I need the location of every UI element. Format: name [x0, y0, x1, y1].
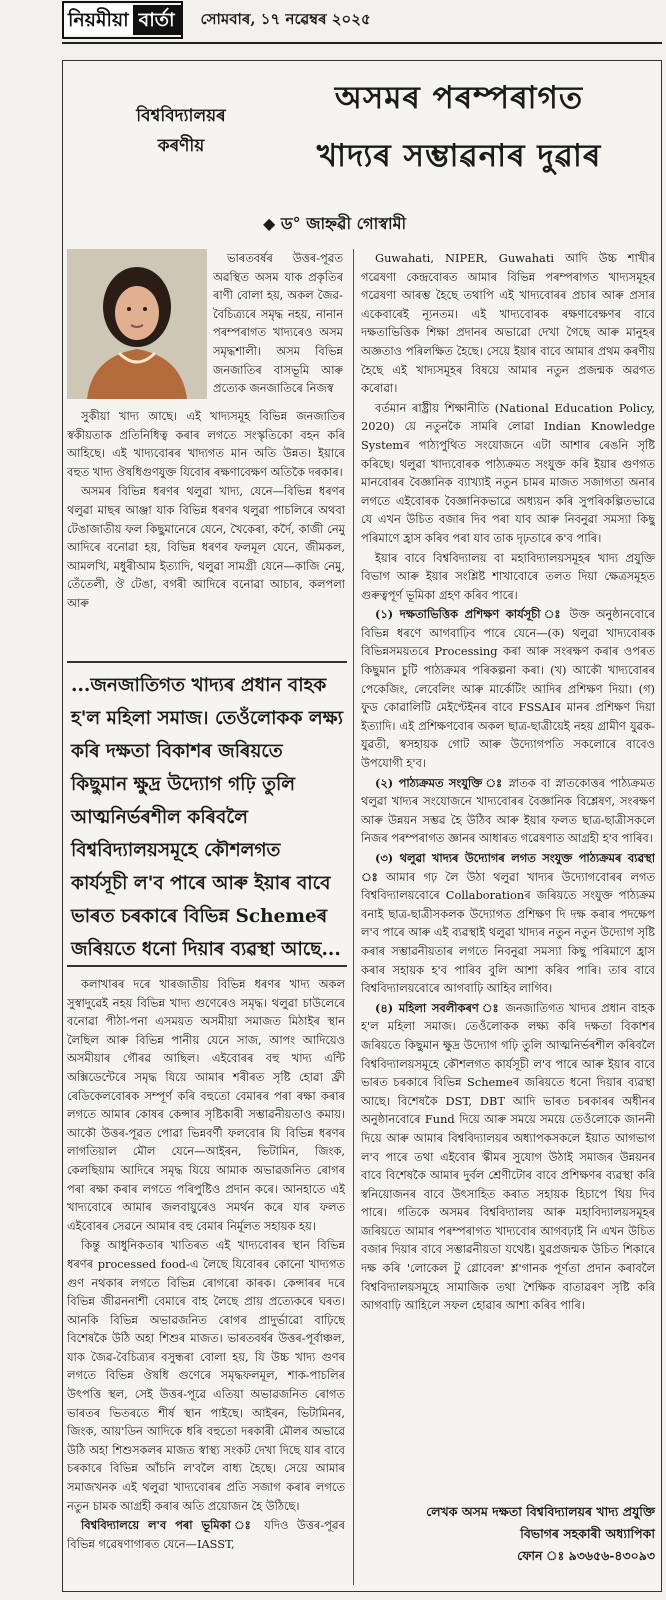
headline-line1: অসমৰ পৰম্পৰাগত	[334, 80, 584, 116]
col2-paragraph-5-lead: (২) পাঠ্যক্ৰমত সংযুক্তি ঃ	[375, 775, 504, 790]
author-note-line1: লেখক অসম দক্ষতা বিশ্ববিদ্যালয়ৰ খাদ্য প্ৰযুক্তি	[426, 1504, 655, 1519]
column-2	[361, 249, 655, 1493]
paragraph-1: সুকীয়া খাদ্য আছে। এই খাদ্যসমূহ বিভিন্ন জনজাতিৰ স্বকীয়তাক প্ৰতিনিধিত্ব কৰাৰ লগতে সংস্কৃতিকো বহন কৰি আহিছে। এই খাদ্যবোৰৰ খাদ্যগত মান অতি উন্নত। ইয়াৰে বহুত খাদ্য ঔষধিগুণযুক্ত যিবোৰ ৰক্ষণাবেক্ষণ অতিকৈ দৰকাৰ।	[67, 409, 345, 479]
kicker-line1: বিশ্ববিদ্যালয়ৰ	[136, 106, 226, 126]
col2-paragraph-5	[361, 774, 655, 848]
paragraph-3: কলাখাৰৰ দৰে খাৰজাতীয় বিভিন্ন ধৰণৰ খাদ্য অকল সুস্বাদুৱেই নহয় বিভিন্ন খাদ্য গুণেৰেও সমৃদ্ধ। থলুৱা চাউলেৰে বনোৱা পীঠা-পনা এসময়ত অসমীয়া সমাজত মিঠাইৰ স্থান লৈছিল আৰু বিভিন্ন পানীয় যেনে সাজ, আপং আদিয়েও অসমীয়াৰ গৌৰৱ আছিল। এইবোৰৰ বহু খাদ্য এন্টি অক্সিডেন্টেৰে সমৃদ্ধ যিয়ে আমাৰ শৰীৰত সৃষ্টি হোৱা ফ্ৰী ৰেডিকেলবোৰক সম্পূৰ্ণ কৰি বহুতো বেমাৰৰ পৰা ৰক্ষা কৰাৰ লগতে আমাৰ কোষৰ কেন্সাৰ সৃষ্টিকাৰী সম্ভাৱনীয়তাও কমায়। আকৌ উত্তৰ-পূৱত পোৱা ভিন্নবৰ্ণী ফলবোৰ যি বিভিন্ন ধৰণৰ লাগতিয়াল মৌল যেনে—আইৰন, ভিটামিন, জিংক, কেলছিয়াম আদিৰে সমৃদ্ধ যিয়ে আমাক অভাৱজনিত ৰোগৰ পৰা ৰক্ষা কৰাৰ লগতে পৰিপুষ্টিও প্ৰদান কৰে। আনহাতে এই খাদ্যবোৰে আমাৰ জলবায়ুৰেও সমৰ্থন কৰে যাৰ ফলত এইবোৰৰ সেৱনে আমাৰ বহু বেমাৰ নিৰ্মূলত সহায়ক হয়।	[67, 977, 345, 1233]
paragraph-2: অসমৰ বিভিন্ন ধৰণৰ থলুৱা খাদ্য, যেনে—বিভিন্ন ধৰণৰ থলুৱা মাছৰ আঞ্জা যাক বিভিন্ন ধৰণৰ থলুৱা পাচলিৰে অথবা টেঙাজাতীয় ফল কিছুমানেৰে যেনে, খৈকেৰা, কৰ্দৈ, কাজী নেমু আদিৰে বনোৱা হয়, বিভিন্ন ধৰণৰ ফলমূল যেনে, জীমকল, আমলখি, মধুৰীআম ইত্যাদি, থলুৱা সামগ্ৰী যেনে—কাজি নেমু, তেঁতেলী, ঔ টেঙা, বগৰী আদিৰে বনোৱা আচাৰ, কলপলা আৰু	[67, 484, 345, 610]
column-1-upper	[67, 407, 345, 657]
headline-line2: খাদ্যৰ সম্ভাৱনাৰ দুৱাৰ	[316, 138, 602, 174]
column-1-lower	[67, 975, 345, 1585]
newspaper-logo	[62, 1, 183, 39]
paragraph-5-lead: বিশ্ববিদ্যালয়ে ল'ব পৰা ভূমিকা ঃ	[81, 1518, 256, 1533]
col2-paragraph-3: ইয়াৰ বাবে বিশ্ববিদ্যালয় বা মহাবিদ্যালয়সমূহৰ খাদ্য প্ৰযুক্তি বিভাগ আৰু ইয়াৰ সংশ্লিষ্ট শাখাবোৰে তলত দিয়া ক্ষেত্ৰসমূহত গুৰুত্বপূৰ্ণ ভূমিকা গ্ৰহণ কৰিব পাৰে।	[361, 550, 655, 602]
author-photo	[67, 249, 207, 399]
col2-paragraph-5-text: স্নাতক বা স্নাতকোত্তৰ পাঠ্যক্ৰমত থলুৱা খাদ্যৰ সংযোজনে খাদ্যবোৰৰ বৈজ্ঞানিক বিশ্লেষণ, সংৰক্ষণ আৰু উন্নয়ন সম্ভৱ হৈ উঠিব আৰু ইয়াৰ ফলত ছাত্ৰ-ছাত্ৰীসকলে নিজৰ পৰম্পৰাগত জ্ঞানৰ আধাৰত গৱেষণাত আগ্ৰহী হ'ব পাৰিব।	[361, 775, 655, 846]
paragraph-5	[67, 1516, 345, 1553]
paragraph-5-text: যদিও উত্তৰ-পূৱৰ বিভিন্ন গৱেষণাগাৰত যেনে—IASST,	[67, 1518, 345, 1551]
byline: ◆ ড° জাহ্নৱী গোস্বামী	[263, 214, 407, 233]
masthead	[62, 0, 662, 40]
col2-paragraph-4-lead: (১) দক্ষতাভিত্তিক প্ৰশিক্ষণ কাৰ্যসূচী ঃ	[375, 607, 564, 622]
issue-date: সোমবাৰ, ১৭ নৱেম্বৰ ২০২৫	[200, 9, 371, 28]
col2-paragraph-7	[361, 999, 655, 1315]
col2-paragraph-7-text: জনজাতিগত খাদ্যৰ প্ৰধান বাহক হ'ল মহিলা সমাজ। তেওঁলোকক লক্ষ্য কৰি দক্ষতা বিকাশৰ জৰিয়তে কিছুমান ক্ষুদ্ৰ উদ্যোগ গঢ়ি তুলি আত্মনিৰ্ভৰশীল কৰিবলৈ বিশ্ববিদ্যালয়সমূহে কৌশলগত কাৰ্যসূচী ল'ব পাৰে আৰু ইয়াৰ বাবে ভাৰত চৰকাৰে বিভিন্ন Schemeৰ জৰিয়তে ধনো দিয়াৰ ব্যৱস্থা আছে। বিশেষকৈ DST, DBT আদি ভাৰত চৰকাৰৰ অধীনৰ অনুষ্ঠানবোৰে Fund দিয়ে আৰু সময়ে সময়ে তেওঁলোকে জাননী দিয়ে আৰু আমাৰ বিশ্ববিদ্যালয়ৰ অধ্যাপকসকলে ইয়াত আগভাগ ল'ব পাৰে তথা এইবোৰ স্কীমৰ সুযোগ উঠাই সমাজৰ উন্নয়নৰ বাবে বিশেষকৈ আমাৰ দুৰ্বল শ্ৰেণীটোৰ বাবে প্ৰশিক্ষণৰ ব্যৱস্থা কৰি স্বনিয়োজনৰ বাবে উৎসাহিত কৰাত সহায়ক হিচাপে থিয় দিব পাৰে। গতিকে অসমৰ বিশ্ববিদ্যালয় আৰু মহাবিদ্যালয়সমূহৰ জৰিয়তে আমাৰ পৰম্পৰাগত খাদ্যবোৰ আগবঢ়াই নি এখন উচিত বজাৰ দিয়াৰ বাবে সম্ভাৱনীয়তা যথেষ্ট। যুৱপ্ৰজন্মক উচিত শিকাৰে দক্ষ কৰি 'লোকেল টু গ্লোবেল' শ্ল'গানক পূৰ্ণতা প্ৰদান কৰাবলৈ বিশ্ববিদ্যালয়সমূহে সামাজিক তথা শৈক্ষিক বাতাৱৰণ সৃষ্টি কৰি আগবাঢ়ি আহিলে সফল হোৱাৰ আশা কৰিব পাৰি।	[361, 1000, 655, 1313]
column-1-intro	[213, 249, 343, 399]
intro-paragraph: ভাৰতবৰ্ষৰ উত্তৰ-পূৱত অৱস্থিত অসম যাক প্ৰকৃতিৰ ৰাণী বোলা হয়, অকল জৈৱ-বৈচিত্ৰ্যৰে সমৃদ্ধ নহয়, নানান পৰম্পৰাগত খাদ্যৰেও অসম সমৃদ্ধশালী। অসম বিভিন্ন জনজাতিৰ বাসভূমি আৰু প্ৰত্যেক জনজাতিৰে নিজস্ব	[213, 251, 343, 396]
article-box	[62, 60, 662, 1592]
masthead-rule	[62, 42, 662, 44]
logo-part1: নিয়মীয়া	[64, 5, 133, 35]
col2-paragraph-7-lead: (৪) মহিলা সবলীকৰণ ঃ	[375, 1000, 501, 1015]
col2-paragraph-4-text: উক্ত অনুষ্ঠানবোৰে বিভিন্ন ধৰণে আগবাঢ়িব পাৰে যেনে—(ক) থলুৱা খাদ্যবোৰক বিভিন্নসময়তৰে Processing কৰা আৰু সংৰক্ষণ কৰাৰ ওপৰত কিছুমান চুটি পাঠ্যক্ৰমৰ পৰিকল্পনা কৰা। (খ) আকৌ খাদ্যবোৰৰ পেকেজিং, লেবেলিং আৰু মাৰ্কেটিং আদিৰ প্ৰশিক্ষণ দিয়া। (গ) ফুড কোৱালিটি মেইণ্টেইনৰ বাবে FSSAIৰ মানৰ প্ৰশিক্ষণ দিয়া ইত্যাদি। এই প্ৰশিক্ষণবোৰ অকল ছাত্ৰ-ছাত্ৰীয়েই নহয় গ্ৰামীণ যুৱক-যুৱতী, স্বসহায়ক গোট আৰু উদ্যোগপতি সকলোৰে বাবেও উপযোগী হ'ব।	[361, 607, 655, 771]
author-phone: ফোন ঃ ৯৩৬৫৬-৪৩০৯৩	[517, 1548, 655, 1563]
kicker-line2: কৰণীয়	[157, 136, 205, 156]
col2-paragraph-2: বৰ্তমান ৰাষ্ট্ৰীয় শিক্ষানীতি (National Education Policy, 2020) য়ে নতুনকৈ সামৰি লোৱা Indian Knowledge Systemৰ পাঠ্যপুথিত সংযোজনে এটা আশাৰ ৰেঙনি সৃষ্টি কৰিছে। থলুৱা খাদ্যবোৰক পাঠ্যক্ৰমত সংযুক্ত কৰি ইয়াৰ গুণগত মানবোৰৰ বৈজ্ঞানিক ব্যাখ্যাই নতুন চামৰ মাজত সজাগতা অনাৰ লগতে এইবোৰক বৈজ্ঞানিকভাৱে অধ্যয়ন কৰি সুপৰিকল্পিতভাৱে যে এখন উচিত বজাৰ দিব পৰা যাব আৰু নিবনুৱা সমস্যা কিছু পৰিমাণে হ্ৰাস কৰিব পৰা যাব তাক দৃঢ়তাৰে ক'ব পাৰি।	[361, 400, 655, 545]
col2-paragraph-6-lead: (৩) থলুৱা খাদ্যৰ উদ্যোগৰ লগত সংযুক্ত পাঠ্যক্ৰমৰ ব্যৱস্থা ঃ	[361, 851, 655, 884]
logo-part2: বাৰ্তা	[133, 5, 181, 35]
column-divider	[353, 249, 354, 1585]
pull-quote: ...জনজাতিগত খাদ্যৰ প্ৰধান বাহক হ'ল মহিলা সমাজ। তেওঁলোকক লক্ষ্য কৰি দক্ষতা বিকাশৰ জৰিয়তে কিছুমান ক্ষুদ্ৰ উদ্যোগ গঢ়ি তুলি আত্মনিৰ্ভৰশীল কৰিবলৈ বিশ্ববিদ্যালয়সমূহে কৌশলগত কাৰ্যসূচী ল'ব পাৰে আৰু ইয়াৰ বাবে ভাৰত চৰকাৰে বিভিন্ন Schemeৰ জৰিয়তে ধনো দিয়াৰ ব্যৱস্থা আছে...	[67, 661, 347, 967]
headline	[263, 69, 655, 185]
author-note	[361, 1501, 655, 1567]
paragraph-4: কিন্তু আধুনিকতাৰ খাতিৰত এই খাদ্যবোৰৰ স্থান বিভিন্ন ধৰণৰ processed food-এ লৈছে যিবোৰৰ কোনো খাদ্যগত গুণ নথকাৰ লগতে বিভিন্ন ৰোগৰো কাৰক। কেন্সাৰৰ দৰে বিভিন্ন জীৱননাশী বেমাৰে বাহ লৈছে প্ৰায় প্ৰত্যেকৰে ঘৰত। আনকি বিভিন্ন অভাৱজনিত ৰোগৰ প্ৰাদুৰ্ভাৱো বাঢ়িছে বিশেষকৈ উঠি অহা শিশুৰ মাজত। ভাৰতবৰ্ষৰ উত্তৰ-পূৰ্বাঞ্চল, যাক জৈৱ-বৈচিত্ৰ্যৰ বসুন্ধৰা বোলা হয়, যি উচ্চ খাদ্য গুণৰ লগতে বিভিন্ন ঔষধি গুণেৰে সমৃদ্ধফলমূল, শাক-পাচলিৰ উৎপত্তি স্থল, সেই উত্তৰ-পূৱে এতিয়া অভাৱজনিত ৰোগত ভাৰতৰ ভিতৰতে শীৰ্ষ স্থান পাইছে। আইৰন, ভিটামিনৰ, জিংক, আয়'ডিন আদিকে ধৰি বহুতো দৰকাৰী মৌলৰ অভাৱে উঠি অহা শিশুসকলৰ মাজত স্বাস্থ্য সংকট দেখা দিছে যাৰ বাবে চৰকাৰে বিভিন্ন আঁচনি ল'বলৈ বাধ্য হৈছে। সেয়ে আমাৰ সমাজখনক এই থলুৱা খাদ্যবোৰৰ প্ৰতি সজাগ কৰাৰ লগতে নতুন চামক আগ্ৰহী কৰাৰ অতি প্ৰয়োজন হৈ উঠিছে।	[67, 1238, 345, 1513]
col2-paragraph-4	[361, 605, 655, 772]
col2-paragraph-6	[361, 849, 655, 998]
kicker	[81, 101, 281, 161]
author-note-line2: বিভাগৰ সহকাৰী অধ্যাপিকা	[520, 1526, 655, 1541]
author-portrait-icon	[67, 249, 207, 399]
col2-paragraph-6-text: আমাৰ গঢ় লৈ উঠা থলুৱা খাদ্যৰ উদ্যোগবোৰৰ লগত বিশ্ববিদ্যালয়বোৰে Collaborationৰ জৰিয়তে সংযুক্ত পাঠ্যক্ৰম বনাই ছাত্ৰ-ছাত্ৰীসকলক উদ্যোগত প্ৰশিক্ষণ দি দক্ষ কৰাৰ পদক্ষেপ ল'ব পাৰে আৰু এই ব্যৱস্থাই থলুৱা খাদ্যৰ নতুন নতুন উদ্যোগ সৃষ্টি কৰাৰ সম্ভাৱনীয়তাৰ লগতে নিবনুৱা সমস্যা কিছু পৰিমাণে হ্ৰাস কৰাৰ সহায়ক হ'ব পাৰিব বুলি আশা কৰিব পাৰি। তাৰ বাবে বিশ্ববিদ্যালয়বোৰে আগবাঢ়ি আহিব লাগিব।	[361, 869, 655, 996]
col2-paragraph-1: Guwahati, NIPER, Guwahati আদি উচ্চ শাখীৰ গৱেষণা কেন্দ্ৰবোৰত আমাৰ বিভিন্ন পৰম্পৰাগত খাদ্যসমূহৰ গৱেষণা আৰম্ভ হৈছে তথাপি এই খাদ্যবোৰৰ প্ৰচাৰ আৰু প্ৰসাৰ একেবাৰেই ন্যূনতম। এই খাদ্যবোৰক ৰক্ষণাবেক্ষণৰ বাবে দক্ষতাভিত্তিক শিক্ষা প্ৰদানৰ অভাৱো দেখা গৈছে আৰু মানুহৰ অজ্ঞতাও পৰিলক্ষিত হৈছে। সেয়ে ইয়াৰ বাবে আমাৰ প্ৰথম কৰণীয় হৈছে এই খাদ্যসমূহৰ বিষয়ে আমাৰ নতুন প্ৰজন্মক অৱগত কৰোৱা।	[361, 251, 655, 396]
